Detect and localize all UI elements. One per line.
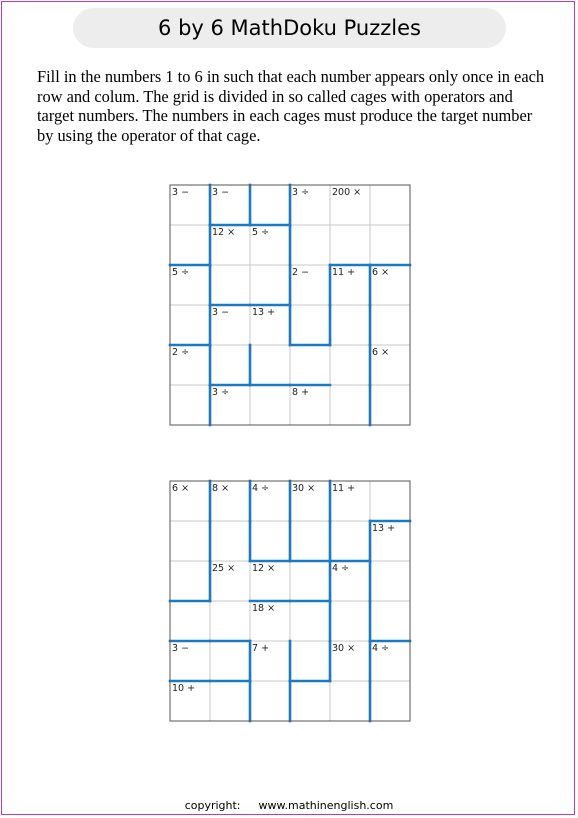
cage-clue: 6 × [172,483,190,494]
cage-clue: 6 × [372,267,390,278]
cage-clue: 11 + [332,483,356,494]
cage-clue: 30 × [332,643,356,654]
puzzle-grid-lines [170,481,410,721]
cage-clue: 8 + [292,387,310,398]
cage-clue: 25 × [212,563,236,574]
cage-clue: 2 ÷ [172,347,190,358]
cage-clue: 11 + [332,267,356,278]
copyright-label: copyright: [184,799,241,812]
cage-clue: 3 ÷ [212,387,230,398]
cage-clue: 4 ÷ [372,643,390,654]
cage-clue: 12 × [212,227,236,238]
cage-clue: 8 × [212,483,230,494]
cage-clue: 3 ÷ [292,187,310,198]
cage-clue: 200 × [332,187,362,198]
cage-clue: 10 + [172,683,196,694]
cage-clue: 5 ÷ [172,267,190,278]
instructions-text: Fill in the numbers 1 to 6 in such that each number appears only once in each row and colum. The grid is divided in so called cages with operators and target numbers. The numbers in each cages must produce the target number by using the operator of that cage. [37,67,545,145]
cage-clue: 6 × [372,347,390,358]
page-title [73,8,506,48]
puzzle-grid-lines [170,185,410,425]
copyright-footer [0,799,578,812]
cage-clue: 4 ÷ [252,483,270,494]
puzzle-grid-2 [170,481,410,721]
cage-clue: 18 × [252,603,276,614]
cage-clue: 3 − [172,187,190,198]
cage-clue: 4 ÷ [332,563,350,574]
puzzle-grid-1 [170,185,410,425]
cage-clue: 3 − [212,187,230,198]
cage-clue: 3 − [212,307,230,318]
cage-clue: 3 − [172,643,190,654]
cage-clue: 12 × [252,563,276,574]
cage-clue: 7 + [252,643,270,654]
cage-clue: 5 ÷ [252,227,270,238]
copyright-site-link[interactable]: www.mathinenglish.com [258,799,394,812]
page-title-text: 6 by 6 MathDoku Puzzles [158,16,421,40]
cage-clue: 2 − [292,267,310,278]
cage-clue: 13 + [372,523,396,534]
cage-clue: 30 × [292,483,316,494]
cage-clue: 13 + [252,307,276,318]
